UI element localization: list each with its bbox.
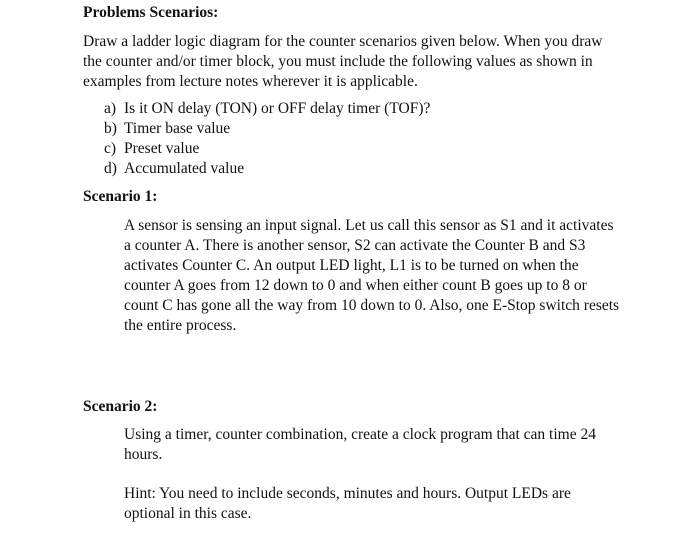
list-item-text: Accumulated value	[124, 160, 245, 177]
scenario2-hint: Hint: You need to include seconds, minutes and hours. Output LEDs are optional in this case.	[124, 485, 571, 522]
list-marker: c)	[104, 140, 117, 157]
problems-heading: Problems Scenarios:	[83, 4, 219, 21]
list-item	[104, 159, 430, 179]
requirements-list	[104, 99, 430, 179]
scenario2-body: Using a timer, counter combination, create a clock program that can time 24 hours.	[124, 426, 596, 463]
scenario1-body: A sensor is sensing an input signal. Let us call this sensor as S1 and it activates a counter A. There is another sensor, S2 can activate the Counter B and S3 activates Counter C. An output LED light, L1 is to be turned on when the counter A goes from 12 down to 0 and when either count B goes up to 8 or count C has gone all the way from 10 down to 0. Also, one E-Stop switch resets the entire process.	[124, 217, 620, 334]
list-item-text: Timer base value	[124, 120, 231, 137]
list-item	[104, 99, 430, 119]
list-item-text: Is it ON delay (TON) or OFF delay timer (TOF)?	[124, 100, 431, 117]
scenario2-heading: Scenario 2:	[83, 398, 158, 415]
list-marker: a)	[104, 100, 117, 117]
problems-intro: Draw a ladder logic diagram for the counter scenarios given below. When you draw the counter and/or timer block, you must include the following values as shown in examples from lecture notes wherever it is applicable.	[83, 33, 603, 90]
list-marker: d)	[104, 160, 117, 177]
list-item	[104, 139, 430, 159]
list-marker: b)	[104, 120, 117, 137]
scenario1-heading: Scenario 1:	[83, 188, 158, 205]
list-item-text: Preset value	[124, 140, 200, 157]
list-item	[104, 119, 430, 139]
